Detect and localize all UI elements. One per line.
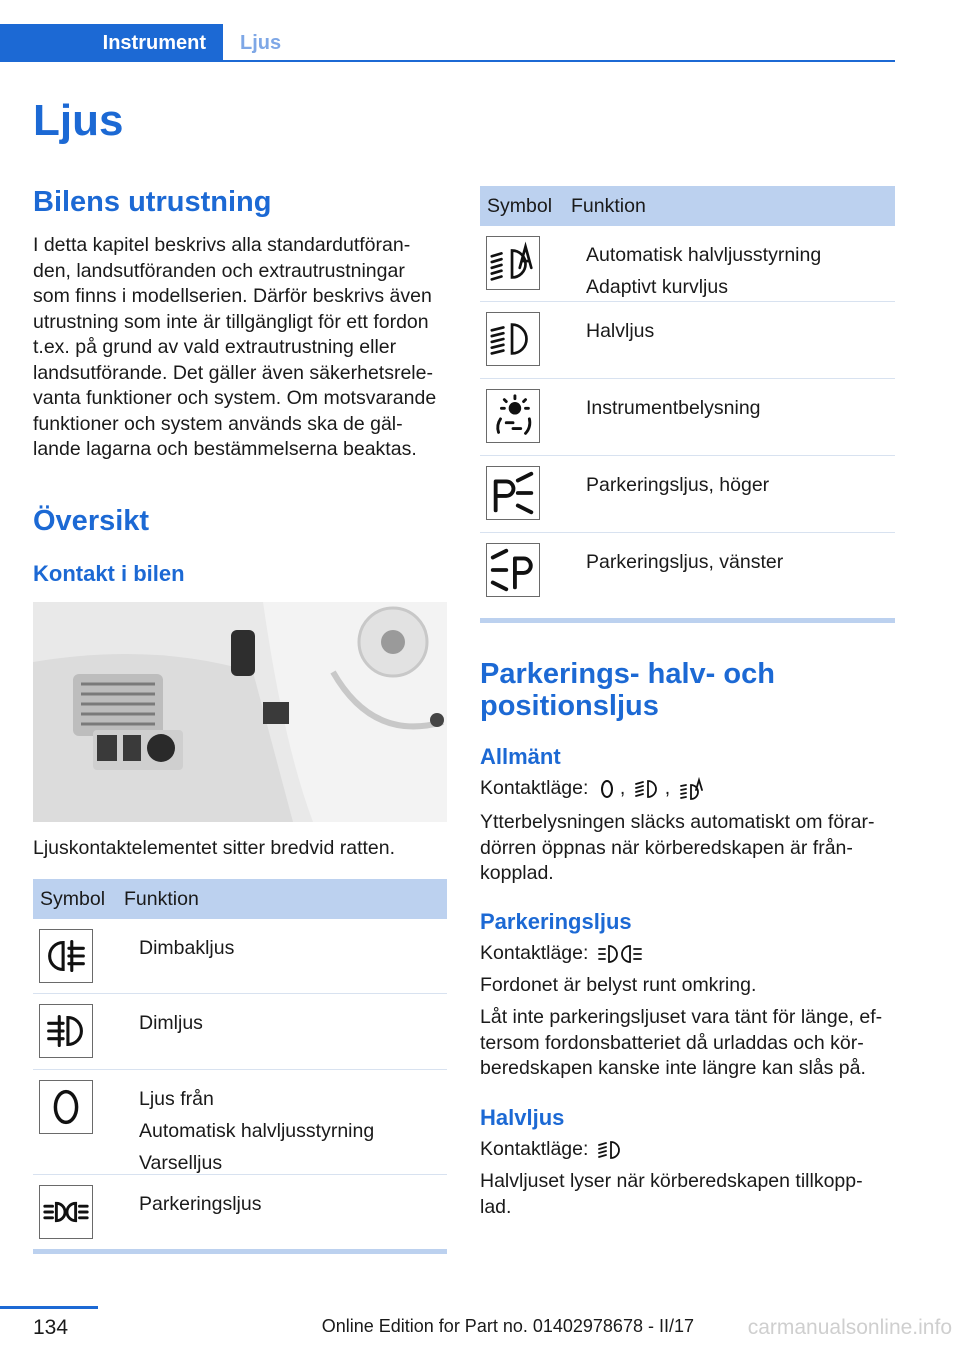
instrument-lighting-icon — [486, 389, 540, 443]
row-text: Parkeringsljus — [139, 1193, 262, 1215]
table-end-bar — [33, 1249, 447, 1254]
row-text: Halvljus — [586, 320, 655, 342]
running-header — [0, 24, 895, 62]
table-row — [480, 379, 895, 456]
row-text: Instrumentbelysning — [586, 397, 761, 419]
footer-rule — [0, 1306, 98, 1309]
front-fog-light-icon — [39, 1004, 93, 1058]
table-row — [33, 919, 447, 994]
auto-low-beam-icon — [486, 236, 540, 290]
header-rule — [223, 60, 895, 62]
symbol-table-left — [33, 879, 447, 1254]
section-text-bilens-utrustning: I detta kapitel beskrivs alla standardutföran- den, landsutföranden och extrautrustningar som finns i modellserien. Därför beskrivs även utrustning som inte är tillgängligt för ett fordon t.ex. på grund av vald extrautrustning eller landsutförande. Det gäller även säkerhetsrele- vanta funktioner och system. Om motsvarande funktioner och system används ska de gäl- lande lagarna och bestämmelserna beaktas. — [33, 234, 437, 460]
table-row — [480, 226, 895, 302]
table-row — [33, 994, 447, 1070]
edition-text: Online Edition for Part no. 01402978678 - II/17 — [321, 1316, 694, 1336]
table-header — [33, 879, 447, 919]
header-tab-instrument[interactable]: Instrument — [0, 24, 223, 62]
table-end-bar — [480, 618, 895, 623]
park-switch-position: Kontaktläge: — [480, 941, 646, 967]
section-heading-bilens-utrustning: Bilens utrustning — [33, 186, 272, 218]
dashboard-photo — [33, 602, 447, 822]
page-title: Ljus — [33, 96, 124, 145]
table-row — [33, 1070, 447, 1175]
low-beam-icon — [486, 312, 540, 366]
allmant-text: Ytterbelysningen släcks automatiskt om förar- dörren öppnas när körberedskapen är från- kopplad. — [480, 811, 875, 884]
sub-heading-parkeringsljus: Parkeringsljus — [480, 909, 632, 934]
row-text: Ljus från Automatisk halvljusstyrning Varselljus — [139, 1088, 375, 1174]
table-header — [480, 186, 895, 226]
rear-fog-light-icon — [39, 929, 93, 983]
table-row — [480, 533, 895, 609]
row-text: Dimljus — [139, 1012, 203, 1034]
row-text: Dimbakljus — [139, 937, 235, 959]
lights-off-icon — [598, 777, 616, 801]
lights-off-icon — [39, 1080, 93, 1134]
watermark: carmanualsonline.info — [747, 1316, 952, 1339]
table-row — [33, 1175, 447, 1249]
halv-text: Halvljuset lyser när körberedskapen tillkopp- lad. — [480, 1170, 863, 1218]
col-header-function: Funktion — [571, 194, 646, 217]
row-text: Parkeringsljus, vänster — [586, 551, 784, 573]
parking-light-right-icon — [486, 466, 540, 520]
section-heading-parkerings-halv-positionsljus: Parkerings- halv- och positionsljus — [480, 658, 775, 722]
auto-low-beam-icon — [680, 777, 706, 801]
table-row — [480, 456, 895, 533]
sub-heading-halvljus: Halvljus — [480, 1105, 565, 1130]
allmant-switch-positions: Kontaktläge: , , — [480, 776, 710, 802]
col-header-symbol: Symbol — [40, 887, 106, 910]
row-text: Parkeringsljus, höger — [586, 474, 770, 496]
col-header-function: Funktion — [124, 887, 199, 910]
sub-heading-allmant: Allmänt — [480, 744, 561, 769]
section-heading-oversikt: Översikt — [33, 505, 150, 537]
row-text: Automatisk halvljusstyrning Adaptivt kurvljus — [586, 244, 822, 298]
parking-lights-icon — [39, 1185, 93, 1239]
header-tab-ljus[interactable]: Ljus — [240, 31, 282, 54]
symbol-table-right — [480, 186, 895, 623]
park-text-2: Låt inte parkeringsljuset vara tänt för länge, ef- tersom fordonsbatteriet då urladdas och kör- beredskapen kanske inte längre kan slås på. — [480, 1006, 883, 1079]
low-beam-icon — [635, 777, 661, 801]
halv-switch-position: Kontaktläge: — [480, 1137, 628, 1163]
low-beam-icon — [598, 1138, 624, 1162]
sub-heading-kontakt-i-bilen: Kontakt i bilen — [33, 561, 185, 586]
page-number: 134 — [33, 1316, 69, 1339]
parking-light-left-icon — [486, 543, 540, 597]
park-text-1: Fordonet är belyst runt omkring. — [480, 974, 757, 996]
parking-lights-icon — [598, 942, 642, 966]
table-row — [480, 302, 895, 379]
col-header-symbol: Symbol — [487, 194, 553, 217]
photo-caption: Ljuskontaktelementet sitter bredvid ratten. — [33, 837, 396, 859]
